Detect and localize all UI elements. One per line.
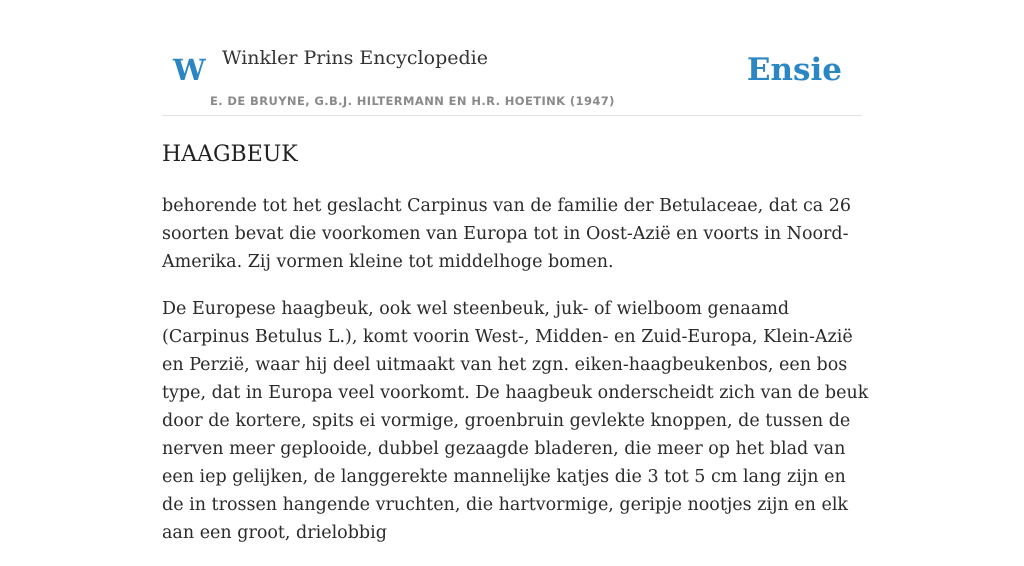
entry-paragraph: De Europese haagbeuk, ook wel steenbeuk, juk- of wielboom genaamd (Carpinus Betulus L.), komt voorin West-, Midden- en Zuid-Europa, Klein-Azië en Perzië, waar hij deel uitmaakt van het zgn. eiken-haagbeukenbos, een bos type, dat in Europa veel voorkomt. De haagbeuk onderscheidt zich van de beuk door de kortere, spits ei vormige, groenbruin gevlekte knoppen, de tussen de nerven meer geplooide, dubbel gezaagde bladeren, die meer op het blad van een iep gelijken, de langgerekte mannelijke katjes die 3 tot 5 cm lang zijn en de in trossen hangende vruchten, die hartvormige, geripje nootjes zijn en elk aan een groot, drielobbig	[162, 299, 869, 543]
entry-paragraph: behorende tot het geslacht Carpinus van de familie der Betulaceae, dat ca 26 soorten bevat die voorkomen van Europa tot in Oost-Azië en voorts in Noord-Amerika. Zij vormen kleine tot middelhoge bomen.	[162, 196, 852, 272]
header-divider	[162, 115, 862, 116]
entry-title: HAAGBEUK	[162, 142, 298, 167]
site-title[interactable]: Winkler Prins Encyclopedie	[222, 47, 488, 69]
entry-body	[162, 192, 872, 566]
logo-w-icon[interactable]: W	[173, 53, 206, 87]
brand-logo[interactable]: Ensie	[746, 52, 842, 88]
site-authors: E. DE BRUYNE, G.B.J. HILTERMANN EN H.R. HOETINK (1947)	[210, 94, 615, 108]
